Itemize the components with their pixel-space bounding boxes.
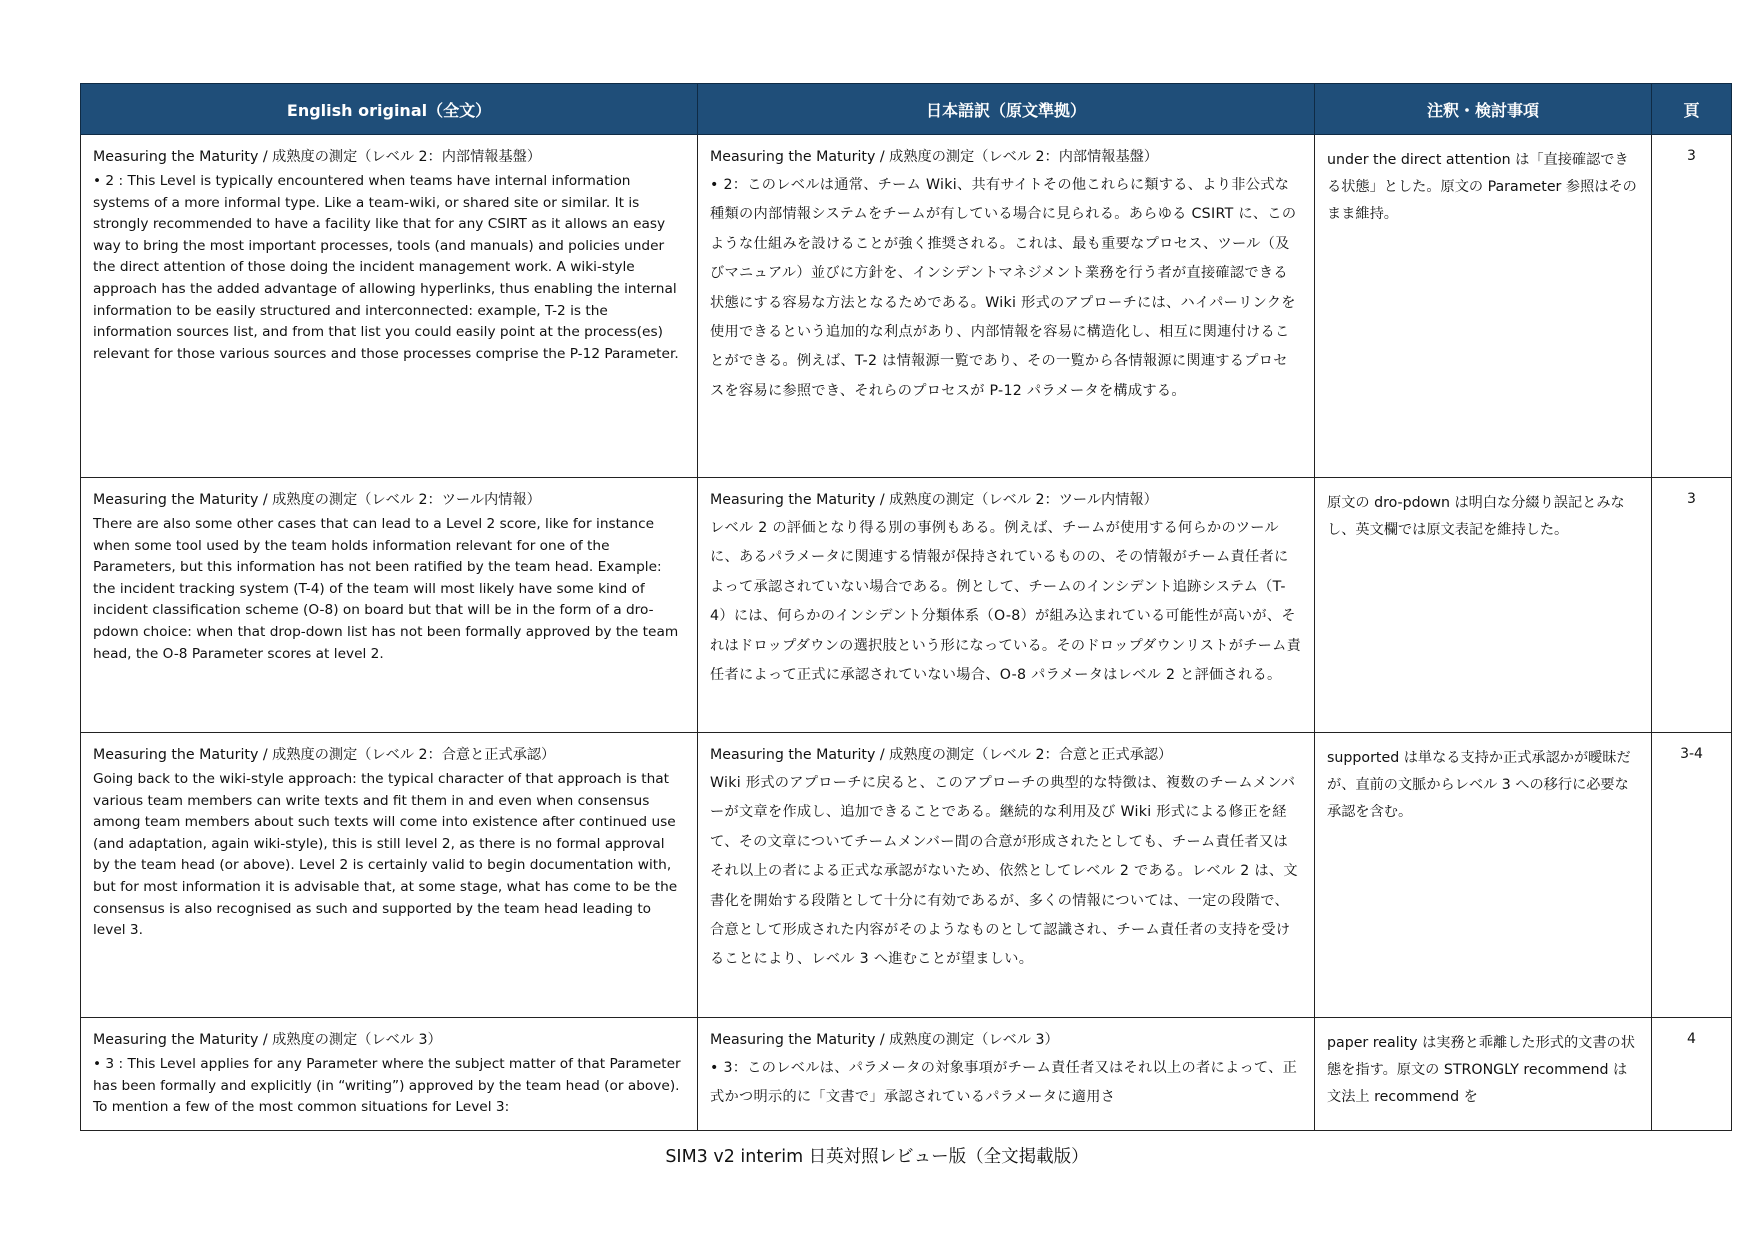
table-header-row [81, 84, 1732, 135]
header-english-original: English original（全文） [81, 84, 698, 135]
page-number: 3 [1687, 491, 1696, 507]
note-text: supported は単なる支持か正式承認かが曖昧だが、直前の文脈からレベル 3 への移行に必要な承認を含む。 [1327, 750, 1631, 820]
japanese-cell [698, 1018, 1315, 1131]
table-row [81, 733, 1732, 1018]
english-cell [81, 135, 698, 478]
table-row [81, 478, 1732, 733]
note-text: paper reality は実務と乖離した形式的文書の状態を指す。原文の STRONGLY recommend は文法上 recommend を [1327, 1035, 1635, 1105]
japanese-cell [698, 478, 1315, 733]
notes-cell [1315, 733, 1652, 1018]
page-cell [1652, 733, 1732, 1018]
note-text: 原文の dro-pdown は明白な分綴り誤記とみなし、英文欄では原文表記を維持した。 [1327, 495, 1625, 538]
page-cell [1652, 478, 1732, 733]
japanese-text: Wiki 形式のアプローチに戻ると、このアプローチの典型的な特徴は、複数のチームメンバーが文章を作成し、追加できることである。継続的な利用及び Wiki 形式による修正を経て、その文章についてチームメンバー間の合意が形成されたとしても、チーム責任者又はそれ以上の者による正式な承認がないため、依然としてレベル 2 である。レベル 2 は、文書化を開始する段階として十分に有効であるが、多くの情報については、一定の段階で、合意として形成された内容がそのようなものとして認識され、チーム責任者の支持を受けることにより、レベル 3 へ進むことが望ましい。 [710, 775, 1298, 968]
review-page [80, 83, 1703, 1131]
english-text: • 3 : This Level applies for any Parameter where the subject matter of that Parameter has been formally and explicitly (in “writing”) approved by the team head (or above). To mention a few of the most common situations for Level 3: [93, 1056, 681, 1116]
japanese-text: • 3：このレベルは、パラメータの対象事項がチーム責任者又はそれ以上の者によって、正式かつ明示的に「文書で」承認されているパラメータに適用さ [710, 1060, 1298, 1106]
row-title: Measuring the Maturity / 成熟度の測定（レベル 2：ツール内情報） [710, 492, 1158, 508]
page-number: 4 [1687, 1031, 1696, 1047]
row-title: Measuring the Maturity / 成熟度の測定（レベル 2：合意と正式承認） [710, 747, 1173, 763]
english-cell [81, 1018, 698, 1131]
header-page: 頁 [1652, 84, 1732, 135]
page-cell [1652, 135, 1732, 478]
row-title: Measuring the Maturity / 成熟度の測定（レベル 2：内部情報基盤） [93, 149, 542, 165]
japanese-cell [698, 135, 1315, 478]
notes-cell [1315, 478, 1652, 733]
page-number: 3-4 [1680, 746, 1703, 762]
bilingual-review-table [80, 83, 1732, 1131]
english-cell [81, 733, 698, 1018]
row-title: Measuring the Maturity / 成熟度の測定（レベル 2：ツール内情報） [93, 492, 541, 508]
japanese-text: • 2：このレベルは通常、チーム Wiki、共有サイトその他これらに類する、より非公式な種類の内部情報システムをチームが有している場合に見られる。あらゆる CSIRT に、このような仕組みを設けることが強く推奨される。これは、最も重要なプロセス、ツール（及びマニュアル）並びに方針を、インシデントマネジメント業務を行う者が直接確認できる状態にする容易な方法となるためである。Wiki 形式のアプローチには、ハイパーリンクを使用できるという追加的な利点があり、内部情報を容易に構造化し、相互に関連付けることができる。例えば、T-2 は情報源一覧であり、その一覧から各情報源に関連するプロセスを容易に参照でき、それらのプロセスが P-12 パラメータを構成する。 [710, 177, 1297, 399]
english-text: There are also some other cases that can lead to a Level 2 score, like for instance when some tool used by the team holds information relevant for one of the Parameters, but this information has not been ratified by the team head. Example: the incident tracking system (T-4) of the team will most likely have some kind of incident classification scheme (O-8) on board but that will be in the form of a dro-pdown choice: when that drop-down list has not been formally approved by the team head, the O-8 Parameter scores at level 2. [93, 516, 679, 662]
page-cell [1652, 1018, 1732, 1131]
english-text: • 2 : This Level is typically encountered when teams have internal information systems of a more informal type. Like a team-wiki, or shared site or similar. It is strongly recommended to have a facility like that for any CSIRT as it allows an easy way to bring the most important processes, tools (and manuals) and policies under the direct attention of those doing the incident management work. A wiki-style approach has the added advantage of allowing hyperlinks, thus enabling the internal information to be easily structured and interconnected: example, T-2 is the information sources list, and from that list you could easily point at the process(es) relevant for those various sources and those processes comprise the P-12 Parameter. [93, 173, 679, 362]
row-title: Measuring the Maturity / 成熟度の測定（レベル 2：内部情報基盤） [710, 149, 1159, 165]
table-row [81, 1018, 1732, 1131]
notes-cell [1315, 1018, 1652, 1131]
document-footer: SIM3 v2 interim 日英対照レビュー版（全文掲載版） [665, 1147, 1089, 1167]
header-japanese-translation: 日本語訳（原文準拠） [698, 84, 1315, 135]
row-title: Measuring the Maturity / 成熟度の測定（レベル 3） [710, 1032, 1059, 1048]
japanese-text: レベル 2 の評価となり得る別の事例もある。例えば、チームが使用する何らかのツールに、あるパラメータに関連する情報が保持されているものの、その情報がチーム責任者によって承認されていない場合である。例として、チームのインシデント追跡システム（T-4）には、何らかのインシデント分類体系（O-8）が組み込まれている可能性が高いが、それはドロップダウンの選択肢という形になっている。そのドロップダウンリストがチーム責任者によって正式に承認されていない場合、O-8 パラメータはレベル 2 と評価される。 [710, 520, 1302, 684]
japanese-cell [698, 733, 1315, 1018]
header-notes: 注釈・検討事項 [1315, 84, 1652, 135]
english-cell [81, 478, 698, 733]
page-number: 3 [1687, 148, 1696, 164]
notes-cell [1315, 135, 1652, 478]
row-title: Measuring the Maturity / 成熟度の測定（レベル 3） [93, 1032, 442, 1048]
english-text: Going back to the wiki-style approach: the typical character of that approach is that various team members can write texts and fit them in and even when consensus among team members about such texts will come into existence after continued use (and adaptation, again wiki-style), this is still level 2, as there is no formal approval by the team head (or above). Level 2 is certainly valid to begin documentation with, but for most information it is advisable that, at some stage, what has come to be the consensus is also recognised as such and supported by the team head leading to level 3. [93, 771, 678, 939]
row-title: Measuring the Maturity / 成熟度の測定（レベル 2：合意と正式承認） [93, 747, 556, 763]
table-row [81, 135, 1732, 478]
note-text: under the direct attention は「直接確認できる状態」とした。原文の Parameter 参照はそのまま維持。 [1327, 152, 1637, 222]
